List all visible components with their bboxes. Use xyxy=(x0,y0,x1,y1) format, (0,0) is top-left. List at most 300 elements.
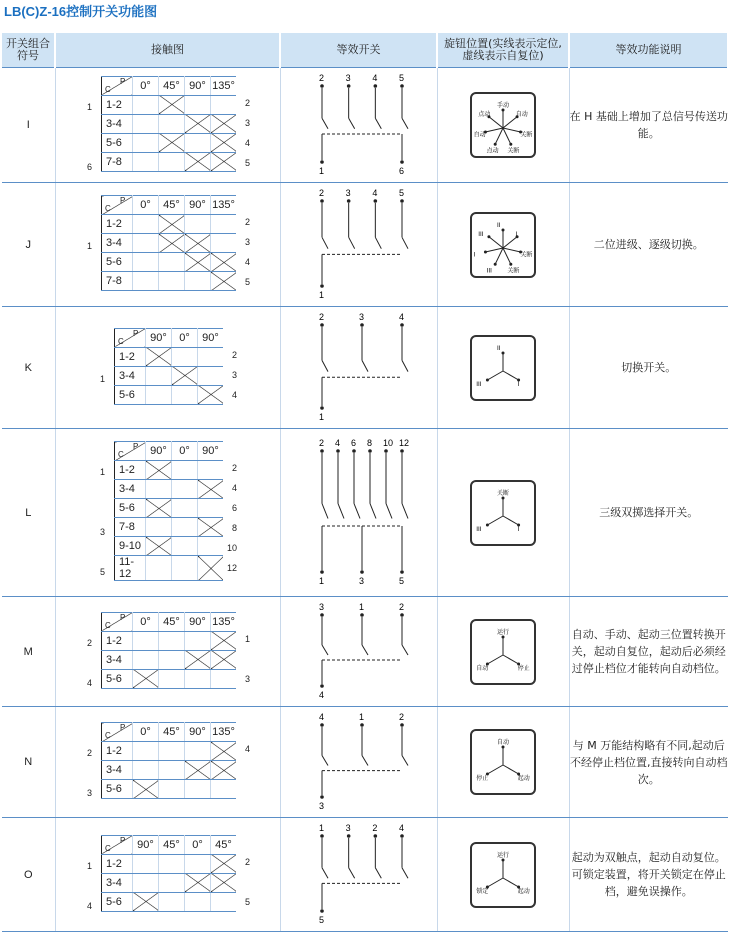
function-description: 起动为双触点，起动自动复位。可锁定装置，将开关锁定在停止档，避免误操作。 xyxy=(569,818,728,932)
switch-schematic xyxy=(304,710,414,811)
contact-cell xyxy=(172,347,198,366)
knob-position xyxy=(437,707,569,818)
contact-pair-label: 7-8 xyxy=(102,152,133,171)
contact-pair-label: 11-12 xyxy=(115,556,146,581)
position-header: 0° xyxy=(185,835,211,854)
contact-cell xyxy=(159,650,185,669)
contact-cell xyxy=(185,780,211,799)
contact-cell xyxy=(211,892,237,911)
knob-position xyxy=(437,818,569,932)
terminal-number-right: 4 xyxy=(244,137,250,148)
switch-schematic xyxy=(304,821,414,925)
terminal-number-left: 4 xyxy=(87,677,93,688)
contact-cell xyxy=(198,556,224,581)
terminal-number-right: 3 xyxy=(244,673,250,684)
position-header: 0° xyxy=(133,76,159,95)
contact-cell xyxy=(211,234,237,253)
terminal-label: 3 xyxy=(345,188,351,198)
contact-pair-label: 9-10 xyxy=(115,537,146,556)
contact-cell xyxy=(198,499,224,518)
contact-pair-label: 3-4 xyxy=(102,234,133,253)
contact-cell xyxy=(198,518,224,537)
dial-label: III xyxy=(476,380,482,388)
terminal-number-right: 2 xyxy=(244,217,250,227)
contact-cell xyxy=(133,631,159,650)
position-header: 90° xyxy=(198,442,224,461)
terminal-label: 2 xyxy=(318,312,324,322)
contact-pair-label: 1-2 xyxy=(102,95,133,114)
terminal-number-left: 2 xyxy=(87,637,93,648)
contact-pair-label: 1-2 xyxy=(115,461,146,480)
contact-cell xyxy=(146,518,172,537)
contact-pair-label: 1-2 xyxy=(102,631,133,650)
table-row xyxy=(2,818,728,932)
terminal-number-right: 8 xyxy=(231,523,237,533)
equivalent-switch xyxy=(280,707,437,818)
dial-label: I xyxy=(473,250,476,258)
terminal-label: 1 xyxy=(358,712,364,722)
dial-label: 关断 xyxy=(497,489,510,497)
dial-label: 停止 xyxy=(517,664,530,672)
position-header: 45° xyxy=(159,76,185,95)
dial-label: 点动 xyxy=(486,147,499,155)
terminal-number-left: 1 xyxy=(87,101,93,112)
contact-cell xyxy=(185,742,211,761)
contact-pair-label: 5-6 xyxy=(115,385,146,404)
position-header: 0° xyxy=(172,328,198,347)
contact-cell xyxy=(133,669,159,688)
contact-cell xyxy=(211,669,237,688)
contact-cell xyxy=(133,742,159,761)
contact-cell xyxy=(159,253,185,272)
header-equiv: 等效开关 xyxy=(280,33,437,68)
contact-cell xyxy=(159,234,185,253)
terminal-number-left: 4 xyxy=(87,900,93,911)
position-header: 135° xyxy=(211,196,237,215)
dial-label: 自动 xyxy=(476,664,489,672)
contact-cell xyxy=(211,873,237,892)
terminal-label: 2 xyxy=(318,188,324,198)
terminal-label: 3 xyxy=(345,73,351,83)
contact-grid xyxy=(101,835,236,912)
contact-cell xyxy=(185,650,211,669)
contact-cell xyxy=(185,152,211,171)
contact-cell xyxy=(159,133,185,152)
terminal-label: 4 xyxy=(318,712,324,722)
contact-cell xyxy=(159,631,185,650)
contact-cell xyxy=(146,385,172,404)
contact-cell xyxy=(172,499,198,518)
table-row xyxy=(2,597,728,707)
contact-diagram xyxy=(55,818,280,932)
function-table xyxy=(2,33,729,932)
dial-label: I xyxy=(515,230,518,238)
corner-cell: P C xyxy=(102,723,133,742)
contact-cell xyxy=(159,761,185,780)
contact-cell xyxy=(133,854,159,873)
terminal-label: 12 xyxy=(398,438,409,448)
contact-grid xyxy=(101,76,236,172)
contact-cell xyxy=(172,518,198,537)
position-header: 45° xyxy=(159,835,185,854)
contact-cell xyxy=(211,272,237,291)
knob-position xyxy=(437,307,569,429)
contact-cell xyxy=(159,95,185,114)
function-description: 三级双掷选择开关。 xyxy=(569,429,728,597)
terminal-label: 4 xyxy=(398,823,404,833)
contact-cell xyxy=(185,253,211,272)
contact-cell xyxy=(198,347,224,366)
dial-label: III xyxy=(476,525,482,533)
switch-code: N xyxy=(2,707,55,818)
contact-cell xyxy=(133,215,159,234)
contact-cell xyxy=(133,892,159,911)
contact-pair-label: 5-6 xyxy=(102,253,133,272)
corner-cell: P C xyxy=(102,612,133,631)
switch-code: M xyxy=(2,597,55,707)
function-description: 在 H 基础上增加了总信号传送功能。 xyxy=(569,68,728,183)
terminal-label: 1 xyxy=(358,602,364,612)
contact-cell xyxy=(133,152,159,171)
position-header: 135° xyxy=(211,723,237,742)
dial-label: III xyxy=(478,230,484,238)
switch-schematic xyxy=(304,71,414,176)
contact-cell xyxy=(211,761,237,780)
switch-schematic xyxy=(304,186,414,300)
contact-cell xyxy=(133,780,159,799)
dial-label: 运行 xyxy=(497,628,510,636)
knob-dial-icon xyxy=(470,842,536,908)
table-row xyxy=(2,307,728,429)
contact-cell xyxy=(172,385,198,404)
terminal-number-right: 3 xyxy=(231,369,237,380)
corner-cell: P C xyxy=(102,196,133,215)
dial-label: 起动 xyxy=(517,775,530,782)
terminal-label: 4 xyxy=(334,438,340,448)
contact-cell xyxy=(211,631,237,650)
contact-cell xyxy=(185,215,211,234)
contact-pair-label: 3-4 xyxy=(102,114,133,133)
contact-cell xyxy=(185,761,211,780)
table-row xyxy=(2,707,728,818)
terminal-number-right: 12 xyxy=(226,563,237,573)
terminal-number-right: 4 xyxy=(231,483,237,493)
terminal-label: 1 xyxy=(318,576,324,586)
terminal-number-right: 10 xyxy=(226,543,237,553)
contact-cell xyxy=(211,152,237,171)
position-header: 135° xyxy=(211,76,237,95)
knob-position xyxy=(437,597,569,707)
terminal-number-left: 6 xyxy=(87,161,93,172)
terminal-number-right: 4 xyxy=(231,389,237,400)
contact-cell xyxy=(159,114,185,133)
dial-label: 点动 xyxy=(478,111,491,119)
contact-grid xyxy=(114,441,223,581)
dial-label: II xyxy=(497,344,501,352)
contact-pair-label: 3-4 xyxy=(102,650,133,669)
terminal-label: 2 xyxy=(371,823,377,833)
terminal-number-right: 5 xyxy=(244,157,250,168)
terminal-label: 4 xyxy=(318,690,324,700)
knob-dial-icon xyxy=(470,92,536,158)
switch-code: L xyxy=(2,429,55,597)
contact-pair-label: 5-6 xyxy=(115,499,146,518)
contact-cell xyxy=(211,95,237,114)
switch-code: O xyxy=(2,818,55,932)
contact-cell xyxy=(185,272,211,291)
terminal-label: 3 xyxy=(318,602,324,612)
equivalent-switch xyxy=(280,68,437,183)
terminal-number-right: 4 xyxy=(244,744,250,754)
position-header: 90° xyxy=(146,328,172,347)
equivalent-switch xyxy=(280,307,437,429)
table-row xyxy=(2,183,728,307)
contact-diagram xyxy=(55,707,280,818)
contact-cell xyxy=(185,114,211,133)
knob-dial-icon xyxy=(470,212,536,278)
contact-cell xyxy=(159,669,185,688)
position-header: 90° xyxy=(198,328,224,347)
position-header: 45° xyxy=(159,196,185,215)
dial-label: II xyxy=(497,221,501,229)
contact-cell xyxy=(133,95,159,114)
contact-cell xyxy=(159,215,185,234)
contact-cell xyxy=(185,234,211,253)
terminal-number-right: 4 xyxy=(244,257,250,267)
terminal-label: 2 xyxy=(398,602,404,612)
terminal-number-right: 6 xyxy=(231,503,237,513)
contact-cell xyxy=(198,480,224,499)
table-row xyxy=(2,429,728,597)
contact-cell xyxy=(146,499,172,518)
contact-cell xyxy=(133,761,159,780)
terminal-label: 4 xyxy=(398,312,404,322)
contact-cell xyxy=(211,780,237,799)
position-header: 0° xyxy=(172,442,198,461)
terminal-label: 5 xyxy=(398,576,404,586)
knob-dial-icon xyxy=(470,335,536,401)
contact-pair-label: 1-2 xyxy=(102,215,133,234)
contact-cell xyxy=(198,385,224,404)
terminal-number-right: 2 xyxy=(231,349,237,360)
table-row xyxy=(2,68,728,183)
contact-pair-label: 3-4 xyxy=(115,366,146,385)
header-func: 等效功能说明 xyxy=(569,33,728,68)
dial-label: I xyxy=(517,525,520,533)
contact-pair-label: 5-6 xyxy=(102,669,133,688)
position-header: 90° xyxy=(185,76,211,95)
position-header: 0° xyxy=(133,196,159,215)
contact-cell xyxy=(146,480,172,499)
contact-cell xyxy=(185,854,211,873)
header-contact: 接触图 xyxy=(55,33,280,68)
table-header-row xyxy=(2,33,728,68)
corner-cell: P C xyxy=(115,328,146,347)
position-header: 90° xyxy=(185,196,211,215)
contact-cell xyxy=(185,95,211,114)
terminal-label: 1 xyxy=(318,412,324,422)
knob-position xyxy=(437,429,569,597)
corner-cell: P C xyxy=(102,76,133,95)
contact-cell xyxy=(159,742,185,761)
switch-code: J xyxy=(2,183,55,307)
switch-code: I xyxy=(2,68,55,183)
contact-pair-label: 1-2 xyxy=(115,347,146,366)
dial-label: III xyxy=(486,267,492,275)
contact-diagram xyxy=(55,429,280,597)
contact-cell xyxy=(185,873,211,892)
contact-cell xyxy=(146,537,172,556)
contact-diagram xyxy=(55,597,280,707)
contact-pair-label: 1-2 xyxy=(102,854,133,873)
terminal-number-left: 1 xyxy=(100,467,106,477)
contact-cell xyxy=(159,272,185,291)
position-header: 135° xyxy=(211,612,237,631)
contact-cell xyxy=(133,133,159,152)
contact-cell xyxy=(133,253,159,272)
position-header: 0° xyxy=(133,723,159,742)
contact-cell xyxy=(211,133,237,152)
terminal-number-right: 5 xyxy=(244,896,250,907)
terminal-label: 3 xyxy=(345,823,351,833)
dial-label: 关断 xyxy=(507,147,520,155)
contact-cell xyxy=(133,234,159,253)
terminal-label: 1 xyxy=(318,166,324,176)
position-header: 90° xyxy=(146,442,172,461)
terminal-number-left: 3 xyxy=(100,527,106,537)
terminal-label: 4 xyxy=(371,73,377,83)
contact-cell xyxy=(133,873,159,892)
terminal-label: 3 xyxy=(358,312,364,322)
contact-cell xyxy=(159,854,185,873)
header-knob: 旋钮位置(实线表示定位,虚线表示自复位) xyxy=(437,33,569,68)
contact-pair-label: 1-2 xyxy=(102,742,133,761)
terminal-number-left: 1 xyxy=(100,373,106,384)
function-description: 与 M 万能结构略有不同,起动后不经停止档位置,直接转向自动档次。 xyxy=(569,707,728,818)
contact-pair-label: 5-6 xyxy=(102,133,133,152)
contact-diagram xyxy=(55,307,280,429)
terminal-number-left: 5 xyxy=(100,567,106,577)
contact-cell xyxy=(159,152,185,171)
contact-cell xyxy=(172,480,198,499)
position-header: 90° xyxy=(133,835,159,854)
contact-cell xyxy=(146,461,172,480)
contact-cell xyxy=(185,631,211,650)
contact-cell xyxy=(159,873,185,892)
dial-label: I xyxy=(517,380,520,388)
terminal-number-right: 2 xyxy=(244,856,250,867)
contact-cell xyxy=(211,854,237,873)
contact-pair-label: 3-4 xyxy=(102,761,133,780)
contact-cell xyxy=(146,347,172,366)
corner-cell: P C xyxy=(102,835,133,854)
knob-dial-icon xyxy=(470,729,536,795)
dial-label: 自动 xyxy=(515,111,528,119)
equivalent-switch xyxy=(280,429,437,597)
contact-cell xyxy=(159,780,185,799)
terminal-number-left: 1 xyxy=(87,860,93,871)
contact-cell xyxy=(185,669,211,688)
contact-cell xyxy=(146,366,172,385)
dial-label: 自动 xyxy=(497,739,510,746)
contact-cell xyxy=(198,366,224,385)
function-description: 二位进级、逐级切换。 xyxy=(569,183,728,307)
contact-cell xyxy=(211,114,237,133)
contact-cell xyxy=(133,114,159,133)
dial-label: 起动 xyxy=(517,887,530,895)
contact-pair-label: 7-8 xyxy=(102,272,133,291)
position-header: 0° xyxy=(133,612,159,631)
header-code: 开关组合符号 xyxy=(2,33,55,68)
terminal-label: 2 xyxy=(398,712,404,722)
position-header: 45° xyxy=(159,723,185,742)
contact-pair-label: 5-6 xyxy=(102,892,133,911)
page-title: LB(C)Z-16控制开关功能图 xyxy=(4,4,158,19)
contact-cell xyxy=(211,253,237,272)
contact-diagram xyxy=(55,68,280,183)
terminal-label: 5 xyxy=(318,915,324,925)
contact-pair-label: 3-4 xyxy=(102,873,133,892)
contact-cell xyxy=(146,556,172,581)
contact-cell xyxy=(133,272,159,291)
equivalent-switch xyxy=(280,818,437,932)
terminal-number-left: 1 xyxy=(87,241,93,251)
contact-grid xyxy=(101,195,236,291)
contact-grid xyxy=(114,328,223,405)
terminal-label: 6 xyxy=(398,166,404,176)
switch-code: K xyxy=(2,307,55,429)
contact-cell xyxy=(198,537,224,556)
contact-cell xyxy=(211,215,237,234)
dial-label: 关断 xyxy=(520,250,533,258)
contact-cell xyxy=(172,461,198,480)
knob-position xyxy=(437,68,569,183)
contact-cell xyxy=(211,650,237,669)
terminal-label: 2 xyxy=(318,73,324,83)
terminal-number-right: 5 xyxy=(244,277,250,287)
switch-schematic xyxy=(304,310,414,422)
terminal-label: 3 xyxy=(358,576,364,586)
terminal-label: 4 xyxy=(371,188,377,198)
terminal-number-right: 3 xyxy=(244,117,250,128)
terminal-label: 3 xyxy=(318,801,324,811)
contact-cell xyxy=(198,461,224,480)
terminal-number-right: 2 xyxy=(244,97,250,108)
contact-pair-label: 5-6 xyxy=(102,780,133,799)
terminal-label: 8 xyxy=(366,438,372,448)
terminal-number-left: 2 xyxy=(87,748,93,758)
contact-grid xyxy=(101,722,236,799)
dial-label: 关断 xyxy=(507,267,520,275)
contact-grid xyxy=(101,612,236,689)
terminal-label: 5 xyxy=(398,73,404,83)
dial-label: 停止 xyxy=(476,775,489,782)
contact-cell xyxy=(172,366,198,385)
dial-label: 锁定 xyxy=(476,887,489,895)
position-header: 90° xyxy=(185,723,211,742)
contact-diagram xyxy=(55,183,280,307)
terminal-label: 1 xyxy=(318,290,324,300)
terminal-label: 2 xyxy=(318,438,324,448)
contact-cell xyxy=(211,742,237,761)
terminal-number-right: 3 xyxy=(244,237,250,247)
dial-label: 运行 xyxy=(497,851,510,859)
equivalent-switch xyxy=(280,597,437,707)
terminal-number-right: 1 xyxy=(244,633,250,644)
equivalent-switch xyxy=(280,183,437,307)
terminal-number-right: 2 xyxy=(231,463,237,473)
switch-schematic xyxy=(304,600,414,700)
